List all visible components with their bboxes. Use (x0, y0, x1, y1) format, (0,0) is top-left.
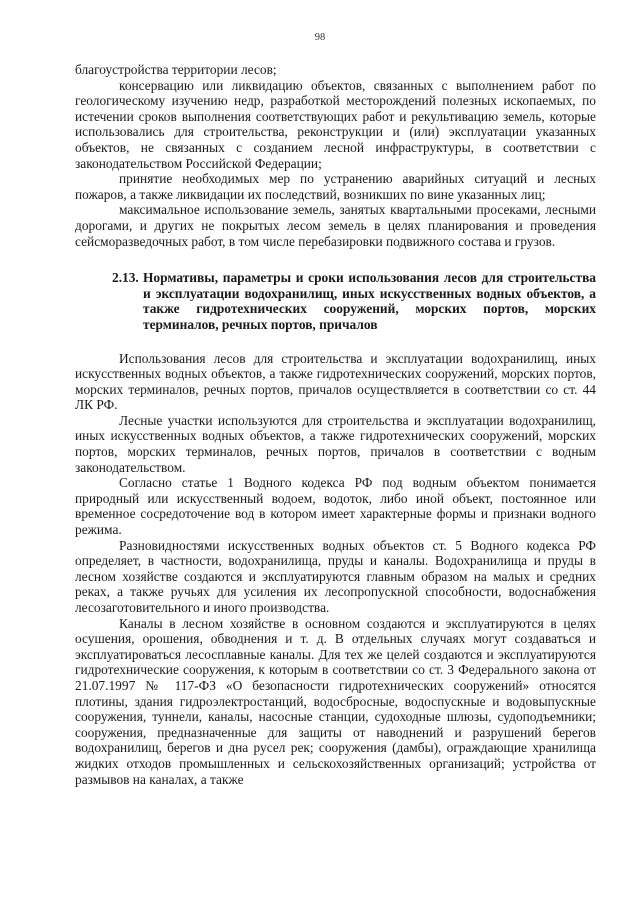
intro-paragraph-1: благоустройства территории лесов; (75, 62, 277, 77)
body-paragraph-5: Каналы в лесном хозяйстве в основном создаются и эксплуатируются в целях осушения, орошения, обводнения и т. д. В отдельных случаях могут создаваться и эксплуатироваться лесосплавные каналы. Для тех же целей создаются и эксплуатируются гидротехнические сооружения, к которым в соответствии со ст. 3 Федерального закона от 21.07.1997 № 117-ФЗ «О безопасности гидротехнических сооружений» относятся плотины, здания гидроэлектростанций, водосбросные, водоспускные и водовыпускные сооружения, туннели, каналы, насосные станции, судоходные шлюзы, судоподъемники; сооружения, предназначенные для защиты от наводнений и разрушений берегов водохранилищ, берегов и дна русел рек; сооружения (дамбы), ограждающие хранилища жидких отходов промышленных и сельскохозяйственных организаций; устройства от размывов на каналах, а также (75, 615, 596, 787)
section-heading (75, 270, 596, 332)
section-title: Нормативы, параметры и сроки использования лесов для строительства и эксплуатации водохранилищ, иных искусственных водных объектов, а также гидротехнических сооружений, морских портов, морских терминалов, речных портов, причалов (143, 270, 596, 332)
intro-paragraph-2: консервацию или ликвидацию объектов, связанных с выполнением работ по геологическому изучению недр, разработкой месторождений полезных ископаемых, по истечении сроков выполнения соответствующих работ и рекультивацию земель, которые использовались для строительства, реконструкции и (или) эксплуатации указанных объектов, не связанных с созданием лесной инфраструктуры, в соответствии с законодательством Российской Федерации; (75, 77, 596, 171)
body-paragraph-1: Использования лесов для строительства и эксплуатации водохранилищ, иных искусственных водных объектов, а также гидротехнических сооружений, морских портов, морских терминалов, речных портов, причалов осуществляется в соответствии со ст. 44 ЛК РФ. (75, 350, 596, 413)
page-content (75, 62, 596, 787)
body-paragraph-3: Согласно статье 1 Водного кодекса РФ под водным объектом понимается природный или искусственный водоем, водоток, либо иной объект, постоянное или временное сосредоточение вод в котором имеет характерные формы и признаки водного режима. (75, 475, 596, 538)
body-paragraph-2: Лесные участки используются для строительства и эксплуатации водохранилищ, иных искусственных водных объектов, а также гидротехнических сооружений, морских портов, морских терминалов, речных портов, причалов в соответствии с водным законодательством. (75, 412, 596, 475)
body-paragraph-4: Разновидностями искусственных водных объектов ст. 5 Водного кодекса РФ определяет, в частности, водохранилища, пруды и каналы. Водохранилища и пруды в лесном хозяйстве создаются и эксплуатируются главным образом на малых и средних реках, а также ручьях для усиления их лесопропускной способности, водоснабжения лесозаготовительного и иного производства. (75, 537, 596, 615)
intro-paragraph-4: максимальное использование земель, занятых квартальными просеками, лесными дорогами, и других не покрытых лесом земель в целях планирования и проведения сейсморазведочных работ, в том числе перебазировки подвижного состава и грузов. (75, 202, 596, 249)
intro-paragraph-3: принятие необходимых мер по устранению аварийных ситуаций и лесных пожаров, а также ликвидации их последствий, возникших по вине указанных лиц; (75, 171, 596, 202)
page-number: 98 (314, 32, 326, 43)
section-number: 2.13. (112, 270, 139, 286)
